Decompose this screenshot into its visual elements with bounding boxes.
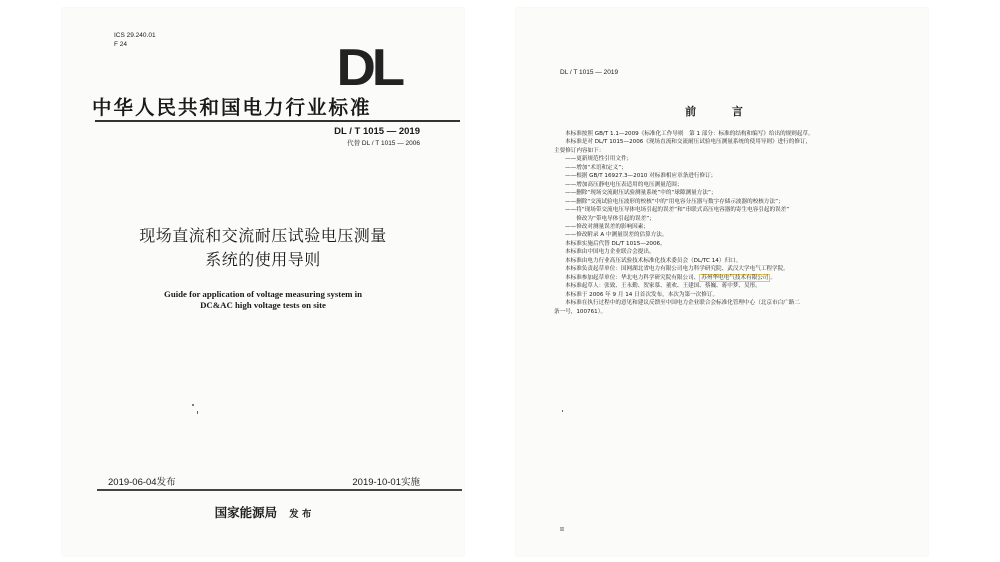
title-zh-line1: 现场直流和交流耐压试验电压测量 (139, 226, 387, 245)
preface-line: 本标准实施后代替 DL/T 1015—2006。 (565, 240, 666, 247)
preface-line: ——修改对测量误差的影响因素； (565, 223, 649, 230)
dl-logo: DL (336, 39, 401, 97)
scan-speck (192, 404, 194, 406)
title-en-line1: Guide for application of voltage measuring system in (163, 289, 362, 299)
preface-line: 条一号，100761）。 (554, 308, 607, 315)
preface-line: 本标准由中国电力企业联合会提出。 (565, 249, 655, 256)
preface-line: ——修改附录 A 中测量误差的估算方法。 (565, 232, 668, 239)
issuer-name: 国家能源局 (214, 505, 278, 520)
highlight-box: 苏州华电电气技术有限公司 (701, 274, 769, 281)
page-header-code: DL / T 1015 — 2019 (560, 69, 619, 76)
preface-line: 本标准起草人：张致、王永勤、贺家慕、董欢、王建国、蔡巍、蒋中梦、吴彤。 (565, 283, 761, 290)
preface-line: ——根据 GB/T 16927.3—2010 对标准相应章条进行修订； (565, 173, 717, 180)
bottom-divider (97, 489, 462, 491)
class-code: F 24 (114, 41, 128, 48)
preface-line: ——删除“现场交流耐压试验测量系统”中的“球隙测量方法”； (565, 190, 717, 197)
preface-body (554, 130, 890, 316)
standard-code: DL / T 1015 — 2019 (334, 126, 420, 137)
preface-line: ——将“现场带交流电压导体电场引起的误差”和“串联式高压电容器的寄生电容引起的误差” (565, 207, 790, 214)
title-en-line2: DC&AC high voltage tests on site (200, 300, 326, 310)
page-number: II (560, 527, 564, 533)
top-divider (95, 120, 460, 122)
preface-line: ——增加高压静电电压表适用的电压测量范围； (565, 181, 683, 188)
preface-line-text (565, 274, 776, 282)
scan-speck (562, 410, 563, 412)
preface-line: 本标准在执行过程中的意见和建议反馈至中国电力企业联合会标准化管理中心（北京市白广路二 (565, 300, 800, 307)
preface-line: 主要修订内容如下： (554, 147, 605, 154)
scan-speck (197, 411, 198, 414)
ics-code-block (114, 31, 156, 49)
preface-line-part: 。 (770, 274, 777, 281)
preface-line: 本标准于 2006 年 9 月 14 日首次发布，本次为第一次修订。 (565, 291, 719, 298)
standard-title: 中华人民共和国电力行业标准 (92, 96, 372, 119)
preface-line-highlighted (554, 274, 890, 282)
preface-line: 本标准负责起草单位：国网湖北省电力有限公司电力科学研究院、武汉大学电气工程学院。 (565, 266, 789, 273)
issue-word: 发 布 (289, 509, 312, 520)
preface-line: 修改为“带电导体引起的误差”； (565, 215, 655, 222)
preface-line-part: 本标准参加起草单位：华北电力科学研究院有限公司、 (565, 274, 700, 281)
preface-line: 本标准是对 DL/T 1015—2006《现场直流和交流耐压试验电压测量系统的使用导则》进行的修订， (565, 139, 812, 146)
implement-date: 2019-10-01实施 (352, 477, 420, 488)
preface-line: ——增加“术语和定义”； (565, 164, 627, 171)
title-zh-line2: 系统的使用导则 (205, 250, 321, 269)
preface-line: ——删除“交流试验电压波形的校核”中的“用电容分压器与数字存储示波器的校核方法”； (565, 198, 784, 205)
publish-date: 2019-06-04发布 (108, 477, 176, 488)
issuer-line (62, 503, 464, 521)
preface-page (516, 8, 928, 556)
preface-line: ——更新规范性引用文件； (565, 156, 633, 163)
preface-title: 前 言 (685, 105, 759, 118)
replaces-code: 代替 DL / T 1015 — 2006 (347, 140, 420, 147)
ics-code: ICS 29.240.01 (114, 32, 156, 39)
preface-line: 本标准由电力行业高压试验技术标准化技术委员会（DL/TC 14）归口。 (565, 257, 742, 264)
cover-page (62, 8, 464, 556)
preface-line: 本标准按照 GB/T 1.1—2009《标准化工作导则 第 1 部分：标准的结构和编写》给出的规则起草。 (565, 131, 814, 137)
